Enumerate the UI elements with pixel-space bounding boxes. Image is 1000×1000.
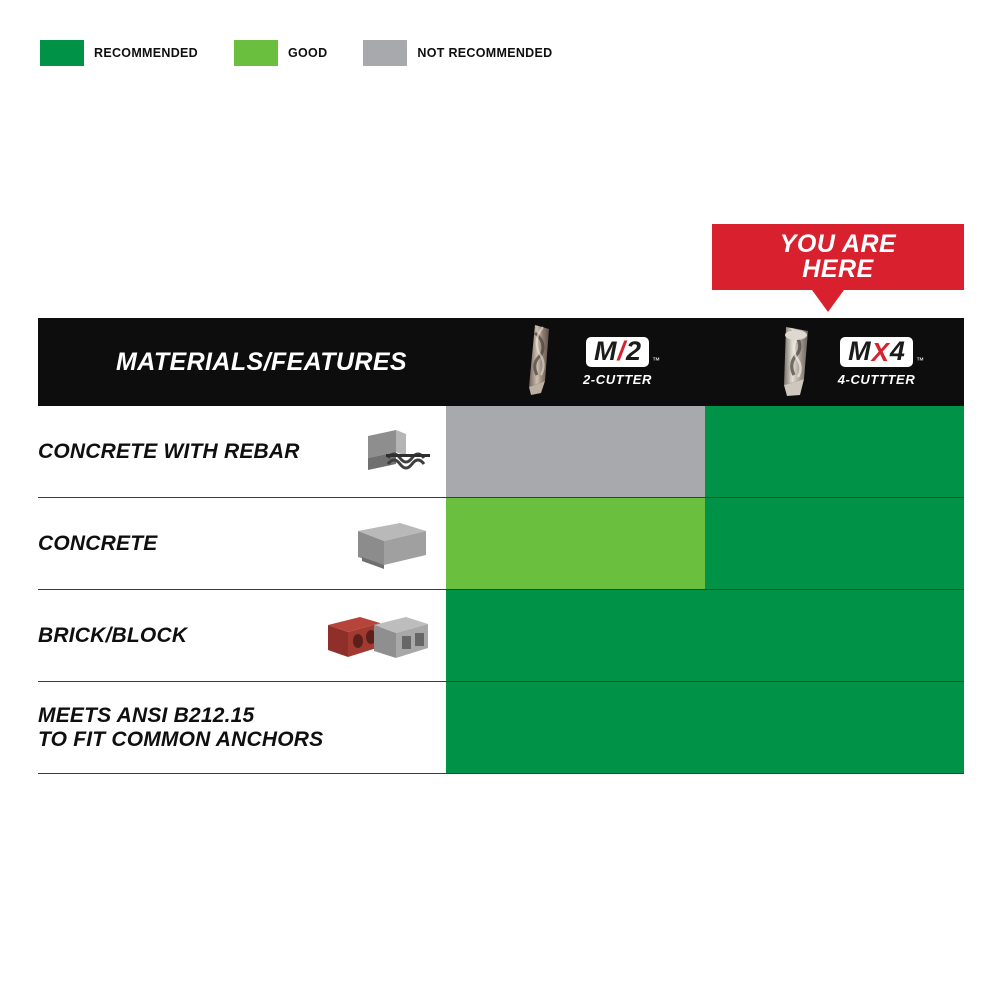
- legend-item-good: [234, 40, 327, 66]
- badge-m2-left: M: [593, 336, 617, 366]
- cell-m2-concrete-rebar: [446, 406, 705, 498]
- row-label-concrete-rebar: [38, 406, 446, 498]
- drill-bit-2-cutter-icon: [505, 323, 575, 402]
- callout-line-1: YOU ARE: [779, 229, 897, 258]
- row-label-text-line1: MEETS ANSI B212.15: [38, 703, 255, 727]
- badge-m2-tm: ™: [652, 356, 661, 365]
- badge-mx4-tm: ™: [915, 356, 924, 365]
- row-label-text-line2: TO FIT COMMON ANCHORS: [38, 727, 324, 751]
- header-cell-materials: [38, 318, 446, 406]
- legend-item-recommended: [40, 40, 198, 66]
- table-row: [38, 682, 964, 774]
- cell-mx4-ansi: [705, 682, 964, 774]
- compatibility-table: [38, 318, 964, 774]
- callout-line-2: HERE: [802, 255, 874, 283]
- header-cell-m2: [446, 318, 705, 406]
- page-title: MATERIALS/FEATURES: [116, 347, 407, 376]
- row-label-text: BRICK/BLOCK: [38, 623, 188, 647]
- legend-swatch-good: [234, 40, 278, 66]
- cell-m2-concrete: [446, 498, 705, 590]
- badge-m2-sep: /: [617, 336, 625, 366]
- row-label-text: CONCRETE WITH REBAR: [38, 439, 300, 463]
- product-subtitle-m2: 2-CUTTER: [582, 372, 653, 387]
- badge-mx4-left: M: [848, 336, 871, 366]
- badge-m2-right: 2: [625, 336, 642, 366]
- badge-mx4-right: 4: [889, 336, 905, 366]
- callout-pointer-icon: [812, 290, 844, 312]
- table-row: [38, 498, 964, 590]
- legend-swatch-recommended: [40, 40, 84, 66]
- table-row: [38, 590, 964, 682]
- table-header-row: [38, 318, 964, 406]
- product-badge-mx4: [837, 336, 924, 387]
- badge-mx4-sep: X: [871, 336, 889, 367]
- row-label-concrete: [38, 498, 446, 590]
- brick-block-icon: [324, 605, 434, 667]
- concrete-rebar-icon: [362, 424, 434, 480]
- header-cell-mx4: [705, 318, 964, 406]
- legend-item-not-recommended: [363, 40, 552, 66]
- cell-mx4-brick-block: [705, 590, 964, 682]
- legend-label-recommended: RECOMMENDED: [94, 46, 198, 60]
- legend-label-good: GOOD: [288, 46, 328, 60]
- legend-label-not-recommended: NOT RECOMMENDED: [417, 46, 553, 60]
- drill-bit-4-cutter-icon: [760, 323, 830, 402]
- product-subtitle-mx4: 4-CUTTTER: [837, 372, 916, 387]
- row-label-brick-block: [38, 590, 446, 682]
- cell-m2-ansi: [446, 682, 705, 774]
- you-are-here-callout: [712, 224, 964, 290]
- legend-swatch-not-recommended: [363, 40, 407, 66]
- legend: [40, 40, 588, 66]
- cell-mx4-concrete-rebar: [705, 406, 964, 498]
- product-badge-m2: [582, 336, 661, 387]
- cell-m2-brick-block: [446, 590, 705, 682]
- cell-mx4-concrete: [705, 498, 964, 590]
- table-row: [38, 406, 964, 498]
- concrete-block-icon: [348, 513, 434, 575]
- row-label-text: CONCRETE: [38, 531, 158, 555]
- row-label-ansi: [38, 682, 446, 774]
